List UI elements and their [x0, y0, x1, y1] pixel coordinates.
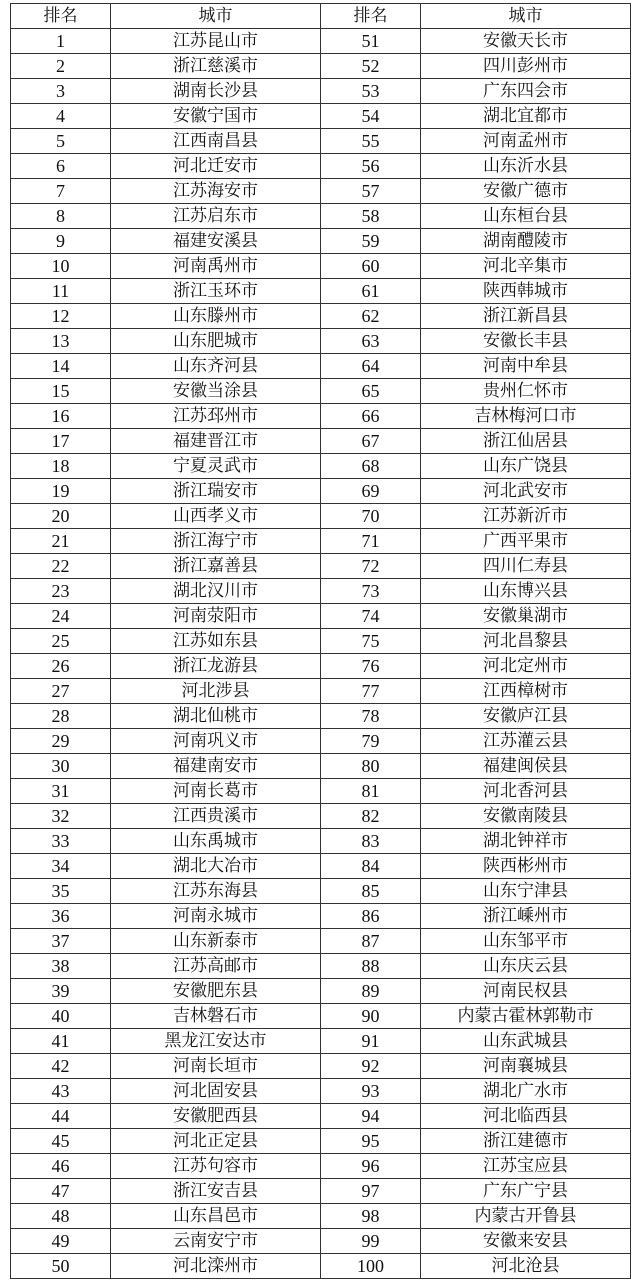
- rank-cell-right: 69: [321, 479, 421, 504]
- rank-cell-left: 7: [11, 179, 111, 204]
- rank-cell-left: 11: [11, 279, 111, 304]
- city-cell-right: 河北昌黎县: [421, 629, 631, 654]
- rank-cell-left: 16: [11, 404, 111, 429]
- city-cell-right: 浙江嵊州市: [421, 904, 631, 929]
- table-row: [11, 104, 631, 129]
- table-row: [11, 679, 631, 704]
- table-row: [11, 1229, 631, 1254]
- rank-cell-right: 91: [321, 1029, 421, 1054]
- city-cell-left: 福建安溪县: [111, 229, 321, 254]
- city-cell-right: 吉林梅河口市: [421, 404, 631, 429]
- city-cell-right: 福建闽侯县: [421, 754, 631, 779]
- city-cell-right: 安徽天长市: [421, 29, 631, 54]
- rank-cell-right: 99: [321, 1229, 421, 1254]
- city-cell-left: 江西南昌县: [111, 129, 321, 154]
- city-cell-left: 河北滦州市: [111, 1254, 321, 1279]
- city-cell-right: 山东庆云县: [421, 954, 631, 979]
- rank-cell-right: 66: [321, 404, 421, 429]
- city-header-left: 城市: [111, 4, 321, 29]
- city-cell-left: 山东齐河县: [111, 354, 321, 379]
- city-cell-right: 山东沂水县: [421, 154, 631, 179]
- city-cell-left: 河南禹州市: [111, 254, 321, 279]
- city-cell-left: 河南长垣市: [111, 1054, 321, 1079]
- rank-header-left: 排名: [11, 4, 111, 29]
- city-cell-right: 江西樟树市: [421, 679, 631, 704]
- rank-cell-right: 62: [321, 304, 421, 329]
- city-cell-left: 湖南长沙县: [111, 79, 321, 104]
- rank-cell-right: 63: [321, 329, 421, 354]
- table-row: [11, 1179, 631, 1204]
- table-row: [11, 754, 631, 779]
- city-cell-right: 内蒙古开鲁县: [421, 1204, 631, 1229]
- city-cell-right: 河南民权县: [421, 979, 631, 1004]
- rank-cell-right: 57: [321, 179, 421, 204]
- table-row: [11, 404, 631, 429]
- city-cell-left: 浙江海宁市: [111, 529, 321, 554]
- rank-cell-left: 12: [11, 304, 111, 329]
- rank-cell-left: 6: [11, 154, 111, 179]
- city-cell-left: 江西贵溪市: [111, 804, 321, 829]
- city-cell-right: 浙江新昌县: [421, 304, 631, 329]
- city-cell-left: 浙江慈溪市: [111, 54, 321, 79]
- table-row: [11, 829, 631, 854]
- table-row: [11, 1029, 631, 1054]
- rank-cell-left: 32: [11, 804, 111, 829]
- rank-cell-left: 33: [11, 829, 111, 854]
- table-row: [11, 854, 631, 879]
- rank-cell-left: 8: [11, 204, 111, 229]
- table-row: [11, 529, 631, 554]
- rank-cell-left: 50: [11, 1254, 111, 1279]
- rank-cell-right: 98: [321, 1204, 421, 1229]
- city-cell-left: 河南巩义市: [111, 729, 321, 754]
- rank-cell-right: 77: [321, 679, 421, 704]
- city-cell-right: 湖南醴陵市: [421, 229, 631, 254]
- city-cell-left: 浙江嘉善县: [111, 554, 321, 579]
- rank-cell-right: 71: [321, 529, 421, 554]
- rank-cell-right: 73: [321, 579, 421, 604]
- city-cell-left: 江苏句容市: [111, 1154, 321, 1179]
- city-cell-left: 湖北大冶市: [111, 854, 321, 879]
- city-cell-right: 江苏宝应县: [421, 1154, 631, 1179]
- rank-cell-right: 72: [321, 554, 421, 579]
- rank-cell-left: 40: [11, 1004, 111, 1029]
- rank-cell-left: 3: [11, 79, 111, 104]
- rank-cell-right: 64: [321, 354, 421, 379]
- city-cell-right: 贵州仁怀市: [421, 379, 631, 404]
- table-row: [11, 1079, 631, 1104]
- table-row: [11, 54, 631, 79]
- rank-cell-left: 42: [11, 1054, 111, 1079]
- city-cell-left: 浙江龙游县: [111, 654, 321, 679]
- city-cell-right: 湖北宜都市: [421, 104, 631, 129]
- rank-cell-left: 26: [11, 654, 111, 679]
- table-row: [11, 1054, 631, 1079]
- city-cell-left: 云南安宁市: [111, 1229, 321, 1254]
- rank-cell-right: 83: [321, 829, 421, 854]
- rank-cell-right: 81: [321, 779, 421, 804]
- city-cell-left: 安徽宁国市: [111, 104, 321, 129]
- city-cell-left: 河南荥阳市: [111, 604, 321, 629]
- table-row: [11, 879, 631, 904]
- rank-header-right: 排名: [321, 4, 421, 29]
- rank-cell-left: 36: [11, 904, 111, 929]
- ranking-sheet: [10, 3, 630, 1283]
- city-cell-right: 安徽巢湖市: [421, 604, 631, 629]
- city-cell-left: 河南长葛市: [111, 779, 321, 804]
- table-body: [11, 29, 631, 1279]
- rank-cell-left: 17: [11, 429, 111, 454]
- rank-cell-left: 43: [11, 1079, 111, 1104]
- city-cell-left: 山东新泰市: [111, 929, 321, 954]
- rank-cell-left: 15: [11, 379, 111, 404]
- rank-cell-right: 65: [321, 379, 421, 404]
- city-cell-left: 江苏高邮市: [111, 954, 321, 979]
- rank-cell-left: 9: [11, 229, 111, 254]
- city-cell-left: 河南永城市: [111, 904, 321, 929]
- rank-cell-right: 93: [321, 1079, 421, 1104]
- rank-cell-left: 31: [11, 779, 111, 804]
- rank-cell-left: 39: [11, 979, 111, 1004]
- rank-cell-left: 45: [11, 1129, 111, 1154]
- city-cell-right: 河北定州市: [421, 654, 631, 679]
- city-cell-right: 浙江建德市: [421, 1129, 631, 1154]
- city-cell-left: 福建南安市: [111, 754, 321, 779]
- rank-cell-right: 58: [321, 204, 421, 229]
- table-row: [11, 1004, 631, 1029]
- rank-cell-right: 85: [321, 879, 421, 904]
- table-row: [11, 154, 631, 179]
- table-row: [11, 1204, 631, 1229]
- city-cell-left: 浙江瑞安市: [111, 479, 321, 504]
- table-row: [11, 479, 631, 504]
- rank-cell-right: 70: [321, 504, 421, 529]
- city-cell-right: 山东博兴县: [421, 579, 631, 604]
- rank-cell-right: 88: [321, 954, 421, 979]
- table-row: [11, 1104, 631, 1129]
- table-header: [11, 4, 631, 29]
- rank-cell-left: 44: [11, 1104, 111, 1129]
- rank-cell-right: 56: [321, 154, 421, 179]
- city-cell-left: 江苏东海县: [111, 879, 321, 904]
- rank-cell-right: 76: [321, 654, 421, 679]
- rank-cell-left: 41: [11, 1029, 111, 1054]
- rank-cell-right: 97: [321, 1179, 421, 1204]
- city-cell-right: 山东邹平市: [421, 929, 631, 954]
- city-cell-right: 山东宁津县: [421, 879, 631, 904]
- table-row: [11, 354, 631, 379]
- rank-cell-right: 79: [321, 729, 421, 754]
- city-cell-right: 安徽来安县: [421, 1229, 631, 1254]
- city-cell-left: 宁夏灵武市: [111, 454, 321, 479]
- city-cell-right: 河南孟州市: [421, 129, 631, 154]
- rank-cell-right: 60: [321, 254, 421, 279]
- table-row: [11, 254, 631, 279]
- rank-cell-right: 100: [321, 1254, 421, 1279]
- city-cell-left: 浙江安吉县: [111, 1179, 321, 1204]
- rank-cell-right: 80: [321, 754, 421, 779]
- table-row: [11, 779, 631, 804]
- table-row: [11, 329, 631, 354]
- rank-cell-right: 67: [321, 429, 421, 454]
- city-cell-right: 安徽长丰县: [421, 329, 631, 354]
- table-row: [11, 704, 631, 729]
- rank-cell-left: 4: [11, 104, 111, 129]
- table-row: [11, 454, 631, 479]
- city-cell-right: 湖北广水市: [421, 1079, 631, 1104]
- rank-cell-left: 25: [11, 629, 111, 654]
- rank-cell-right: 54: [321, 104, 421, 129]
- table-row: [11, 629, 631, 654]
- table-row: [11, 929, 631, 954]
- rank-cell-left: 30: [11, 754, 111, 779]
- rank-cell-left: 27: [11, 679, 111, 704]
- rank-cell-right: 84: [321, 854, 421, 879]
- rank-cell-left: 1: [11, 29, 111, 54]
- rank-cell-left: 13: [11, 329, 111, 354]
- table-row: [11, 279, 631, 304]
- table-row: [11, 654, 631, 679]
- rank-cell-left: 19: [11, 479, 111, 504]
- table-row: [11, 1154, 631, 1179]
- rank-cell-left: 47: [11, 1179, 111, 1204]
- rank-cell-left: 18: [11, 454, 111, 479]
- rank-cell-right: 78: [321, 704, 421, 729]
- city-cell-left: 福建晋江市: [111, 429, 321, 454]
- table-row: [11, 129, 631, 154]
- table-row: [11, 954, 631, 979]
- city-cell-left: 吉林磐石市: [111, 1004, 321, 1029]
- rank-cell-right: 90: [321, 1004, 421, 1029]
- rank-cell-right: 53: [321, 79, 421, 104]
- rank-cell-left: 49: [11, 1229, 111, 1254]
- rank-cell-right: 55: [321, 129, 421, 154]
- table-row: [11, 979, 631, 1004]
- rank-cell-right: 87: [321, 929, 421, 954]
- rank-cell-left: 37: [11, 929, 111, 954]
- rank-cell-right: 89: [321, 979, 421, 1004]
- rank-cell-right: 52: [321, 54, 421, 79]
- table-row: [11, 79, 631, 104]
- city-cell-left: 江苏海安市: [111, 179, 321, 204]
- table-row: [11, 304, 631, 329]
- rank-cell-left: 5: [11, 129, 111, 154]
- rank-cell-right: 75: [321, 629, 421, 654]
- rank-cell-right: 68: [321, 454, 421, 479]
- table-row: [11, 1129, 631, 1154]
- city-cell-right: 山东桓台县: [421, 204, 631, 229]
- rank-cell-left: 23: [11, 579, 111, 604]
- city-cell-right: 河南襄城县: [421, 1054, 631, 1079]
- rank-cell-right: 95: [321, 1129, 421, 1154]
- city-cell-left: 安徽肥西县: [111, 1104, 321, 1129]
- rank-cell-right: 59: [321, 229, 421, 254]
- rank-cell-left: 20: [11, 504, 111, 529]
- rank-cell-left: 14: [11, 354, 111, 379]
- city-cell-right: 陕西彬州市: [421, 854, 631, 879]
- city-cell-right: 江苏灌云县: [421, 729, 631, 754]
- city-cell-right: 河北临西县: [421, 1104, 631, 1129]
- city-cell-left: 河北迁安市: [111, 154, 321, 179]
- city-cell-left: 山东肥城市: [111, 329, 321, 354]
- city-cell-right: 河北沧县: [421, 1254, 631, 1279]
- table-row: [11, 904, 631, 929]
- city-cell-right: 陕西韩城市: [421, 279, 631, 304]
- city-cell-left: 安徽当涂县: [111, 379, 321, 404]
- city-cell-left: 山西孝义市: [111, 504, 321, 529]
- table-row: [11, 1254, 631, 1279]
- city-cell-right: 广西平果市: [421, 529, 631, 554]
- city-cell-right: 四川仁寿县: [421, 554, 631, 579]
- city-cell-left: 江苏启东市: [111, 204, 321, 229]
- city-cell-right: 湖北钟祥市: [421, 829, 631, 854]
- rank-cell-right: 61: [321, 279, 421, 304]
- rank-cell-left: 24: [11, 604, 111, 629]
- city-cell-left: 河北固安县: [111, 1079, 321, 1104]
- city-cell-right: 安徽南陵县: [421, 804, 631, 829]
- city-cell-right: 山东广饶县: [421, 454, 631, 479]
- city-header-right: 城市: [421, 4, 631, 29]
- table-row: [11, 204, 631, 229]
- city-cell-left: 山东昌邑市: [111, 1204, 321, 1229]
- rank-cell-left: 29: [11, 729, 111, 754]
- city-cell-left: 湖北汉川市: [111, 579, 321, 604]
- rank-cell-left: 2: [11, 54, 111, 79]
- table-row: [11, 229, 631, 254]
- city-cell-left: 湖北仙桃市: [111, 704, 321, 729]
- rank-cell-right: 74: [321, 604, 421, 629]
- city-cell-left: 浙江玉环市: [111, 279, 321, 304]
- table-row: [11, 504, 631, 529]
- city-cell-right: 广东广宁县: [421, 1179, 631, 1204]
- city-cell-right: 河北辛集市: [421, 254, 631, 279]
- city-cell-left: 河北正定县: [111, 1129, 321, 1154]
- rank-cell-right: 86: [321, 904, 421, 929]
- table-row: [11, 804, 631, 829]
- rank-cell-left: 38: [11, 954, 111, 979]
- city-cell-right: 安徽广德市: [421, 179, 631, 204]
- city-cell-left: 安徽肥东县: [111, 979, 321, 1004]
- city-cell-right: 河北香河县: [421, 779, 631, 804]
- rank-cell-left: 22: [11, 554, 111, 579]
- table-row: [11, 554, 631, 579]
- rank-cell-left: 21: [11, 529, 111, 554]
- city-cell-left: 山东滕州市: [111, 304, 321, 329]
- city-cell-right: 安徽庐江县: [421, 704, 631, 729]
- city-cell-right: 江苏新沂市: [421, 504, 631, 529]
- table-row: [11, 379, 631, 404]
- city-cell-left: 江苏昆山市: [111, 29, 321, 54]
- rank-cell-left: 34: [11, 854, 111, 879]
- rank-cell-left: 46: [11, 1154, 111, 1179]
- city-cell-right: 四川彭州市: [421, 54, 631, 79]
- rank-cell-right: 92: [321, 1054, 421, 1079]
- city-cell-left: 河北涉县: [111, 679, 321, 704]
- city-cell-right: 河南中牟县: [421, 354, 631, 379]
- table-row: [11, 579, 631, 604]
- city-cell-right: 山东武城县: [421, 1029, 631, 1054]
- table-row: [11, 729, 631, 754]
- rank-cell-left: 28: [11, 704, 111, 729]
- rank-cell-right: 96: [321, 1154, 421, 1179]
- city-cell-right: 广东四会市: [421, 79, 631, 104]
- rank-cell-left: 10: [11, 254, 111, 279]
- rank-cell-right: 82: [321, 804, 421, 829]
- city-cell-right: 浙江仙居县: [421, 429, 631, 454]
- city-ranking-table: [10, 3, 631, 1279]
- rank-cell-right: 51: [321, 29, 421, 54]
- city-cell-left: 山东禹城市: [111, 829, 321, 854]
- table-row: [11, 604, 631, 629]
- city-cell-right: 河北武安市: [421, 479, 631, 504]
- rank-cell-left: 35: [11, 879, 111, 904]
- header-row: [11, 4, 631, 29]
- table-row: [11, 429, 631, 454]
- city-cell-left: 黑龙江安达市: [111, 1029, 321, 1054]
- city-cell-left: 江苏如东县: [111, 629, 321, 654]
- rank-cell-left: 48: [11, 1204, 111, 1229]
- table-row: [11, 29, 631, 54]
- city-cell-left: 江苏邳州市: [111, 404, 321, 429]
- table-row: [11, 179, 631, 204]
- rank-cell-right: 94: [321, 1104, 421, 1129]
- city-cell-right: 内蒙古霍林郭勒市: [421, 1004, 631, 1029]
